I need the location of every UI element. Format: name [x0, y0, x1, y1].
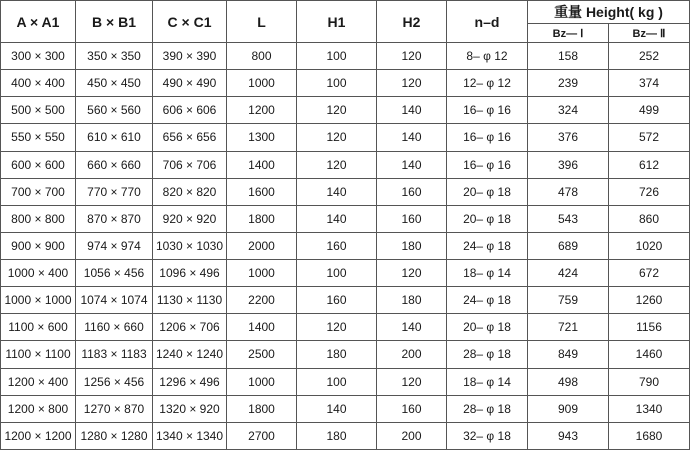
cell-l: 1300: [227, 124, 297, 151]
cell-bz-1: 478: [528, 178, 609, 205]
table-row: [1, 97, 690, 124]
table-row: [1, 70, 690, 97]
header-row: [1, 1, 690, 24]
header-weight: 重量 Height( kg ): [528, 1, 690, 24]
cell-l: 800: [227, 43, 297, 70]
cell-n-d: 24– φ 18: [447, 287, 528, 314]
cell-a-a1: 500 × 500: [1, 97, 76, 124]
cell-h1: 160: [297, 232, 377, 259]
cell-c-c1: 656 × 656: [153, 124, 227, 151]
cell-c-c1: 1340 × 1340: [153, 422, 227, 449]
cell-c-c1: 1096 × 496: [153, 260, 227, 287]
cell-bz-2: 726: [609, 178, 690, 205]
cell-h2: 140: [377, 151, 447, 178]
cell-l: 2000: [227, 232, 297, 259]
cell-l: 1800: [227, 395, 297, 422]
cell-l: 1000: [227, 368, 297, 395]
cell-bz-1: 909: [528, 395, 609, 422]
cell-h1: 180: [297, 341, 377, 368]
cell-h1: 120: [297, 124, 377, 151]
cell-h2: 200: [377, 422, 447, 449]
cell-h1: 180: [297, 422, 377, 449]
cell-b-b1: 1160 × 660: [76, 314, 153, 341]
cell-c-c1: 1240 × 1240: [153, 341, 227, 368]
cell-bz-2: 1156: [609, 314, 690, 341]
cell-h2: 200: [377, 341, 447, 368]
cell-bz-1: 543: [528, 205, 609, 232]
cell-h1: 120: [297, 314, 377, 341]
cell-h2: 140: [377, 314, 447, 341]
cell-bz-1: 396: [528, 151, 609, 178]
cell-h1: 140: [297, 178, 377, 205]
cell-b-b1: 1256 × 456: [76, 368, 153, 395]
table-row: [1, 422, 690, 449]
cell-b-b1: 770 × 770: [76, 178, 153, 205]
header-c-c1: C × C1: [153, 1, 227, 43]
cell-a-a1: 1000 × 1000: [1, 287, 76, 314]
cell-c-c1: 820 × 820: [153, 178, 227, 205]
cell-l: 1800: [227, 205, 297, 232]
header-h2: H2: [377, 1, 447, 43]
cell-a-a1: 700 × 700: [1, 178, 76, 205]
cell-n-d: 12– φ 12: [447, 70, 528, 97]
cell-l: 1600: [227, 178, 297, 205]
cell-c-c1: 1130 × 1130: [153, 287, 227, 314]
table-row: [1, 124, 690, 151]
table-row: [1, 395, 690, 422]
cell-l: 1400: [227, 314, 297, 341]
cell-c-c1: 606 × 606: [153, 97, 227, 124]
cell-bz-2: 572: [609, 124, 690, 151]
cell-c-c1: 706 × 706: [153, 151, 227, 178]
cell-a-a1: 1200 × 400: [1, 368, 76, 395]
cell-c-c1: 920 × 920: [153, 205, 227, 232]
header-h1: H1: [297, 1, 377, 43]
cell-c-c1: 1320 × 920: [153, 395, 227, 422]
cell-bz-1: 943: [528, 422, 609, 449]
cell-b-b1: 560 × 560: [76, 97, 153, 124]
cell-b-b1: 870 × 870: [76, 205, 153, 232]
cell-bz-2: 252: [609, 43, 690, 70]
cell-n-d: 20– φ 18: [447, 205, 528, 232]
cell-c-c1: 1296 × 496: [153, 368, 227, 395]
cell-bz-1: 498: [528, 368, 609, 395]
table-row: [1, 178, 690, 205]
cell-l: 1400: [227, 151, 297, 178]
cell-bz-1: 849: [528, 341, 609, 368]
cell-n-d: 20– φ 18: [447, 314, 528, 341]
cell-h2: 120: [377, 70, 447, 97]
cell-c-c1: 1030 × 1030: [153, 232, 227, 259]
cell-h1: 120: [297, 97, 377, 124]
cell-bz-2: 1460: [609, 341, 690, 368]
cell-b-b1: 1183 × 1183: [76, 341, 153, 368]
cell-h2: 120: [377, 43, 447, 70]
cell-h1: 140: [297, 205, 377, 232]
table-row: [1, 341, 690, 368]
header-n-d: n–d: [447, 1, 528, 43]
cell-a-a1: 300 × 300: [1, 43, 76, 70]
cell-n-d: 28– φ 18: [447, 395, 528, 422]
cell-h2: 160: [377, 178, 447, 205]
table-row: [1, 43, 690, 70]
cell-bz-2: 1260: [609, 287, 690, 314]
cell-h2: 160: [377, 395, 447, 422]
cell-b-b1: 1280 × 1280: [76, 422, 153, 449]
cell-h2: 180: [377, 287, 447, 314]
cell-n-d: 8– φ 12: [447, 43, 528, 70]
cell-b-b1: 1056 × 456: [76, 260, 153, 287]
cell-a-a1: 1100 × 1100: [1, 341, 76, 368]
cell-a-a1: 550 × 550: [1, 124, 76, 151]
header-bz-1: Bz— Ⅰ: [528, 24, 609, 43]
cell-bz-2: 790: [609, 368, 690, 395]
cell-c-c1: 1206 × 706: [153, 314, 227, 341]
cell-b-b1: 350 × 350: [76, 43, 153, 70]
cell-a-a1: 1100 × 600: [1, 314, 76, 341]
cell-b-b1: 610 × 610: [76, 124, 153, 151]
header-l: L: [227, 1, 297, 43]
cell-b-b1: 1270 × 870: [76, 395, 153, 422]
cell-n-d: 16– φ 16: [447, 97, 528, 124]
cell-bz-1: 721: [528, 314, 609, 341]
cell-bz-2: 1340: [609, 395, 690, 422]
cell-a-a1: 900 × 900: [1, 232, 76, 259]
cell-bz-1: 759: [528, 287, 609, 314]
cell-h2: 140: [377, 124, 447, 151]
cell-l: 1200: [227, 97, 297, 124]
cell-n-d: 16– φ 16: [447, 151, 528, 178]
cell-n-d: 16– φ 16: [447, 124, 528, 151]
cell-b-b1: 974 × 974: [76, 232, 153, 259]
cell-bz-2: 860: [609, 205, 690, 232]
cell-h2: 160: [377, 205, 447, 232]
cell-bz-1: 376: [528, 124, 609, 151]
cell-n-d: 18– φ 14: [447, 368, 528, 395]
cell-h1: 160: [297, 287, 377, 314]
cell-bz-2: 374: [609, 70, 690, 97]
cell-bz-1: 158: [528, 43, 609, 70]
cell-bz-1: 689: [528, 232, 609, 259]
cell-c-c1: 390 × 390: [153, 43, 227, 70]
cell-bz-2: 1020: [609, 232, 690, 259]
table-row: [1, 287, 690, 314]
cell-h2: 180: [377, 232, 447, 259]
cell-a-a1: 1200 × 800: [1, 395, 76, 422]
table-row: [1, 314, 690, 341]
cell-a-a1: 1200 × 1200: [1, 422, 76, 449]
table-row: [1, 232, 690, 259]
cell-n-d: 32– φ 18: [447, 422, 528, 449]
cell-h1: 120: [297, 151, 377, 178]
cell-a-a1: 400 × 400: [1, 70, 76, 97]
cell-n-d: 24– φ 18: [447, 232, 528, 259]
cell-a-a1: 1000 × 400: [1, 260, 76, 287]
cell-bz-1: 324: [528, 97, 609, 124]
cell-h2: 120: [377, 368, 447, 395]
cell-bz-1: 239: [528, 70, 609, 97]
cell-b-b1: 1074 × 1074: [76, 287, 153, 314]
cell-h1: 100: [297, 260, 377, 287]
cell-l: 1000: [227, 260, 297, 287]
cell-h2: 120: [377, 260, 447, 287]
table-row: [1, 260, 690, 287]
header-bz-2: Bz— Ⅱ: [609, 24, 690, 43]
cell-h1: 100: [297, 368, 377, 395]
cell-a-a1: 800 × 800: [1, 205, 76, 232]
cell-bz-2: 1680: [609, 422, 690, 449]
cell-l: 2500: [227, 341, 297, 368]
cell-c-c1: 490 × 490: [153, 70, 227, 97]
cell-bz-2: 499: [609, 97, 690, 124]
cell-h2: 140: [377, 97, 447, 124]
cell-l: 2700: [227, 422, 297, 449]
cell-b-b1: 450 × 450: [76, 70, 153, 97]
cell-b-b1: 660 × 660: [76, 151, 153, 178]
table-row: [1, 151, 690, 178]
cell-n-d: 28– φ 18: [447, 341, 528, 368]
table-body: [1, 43, 690, 450]
cell-h1: 140: [297, 395, 377, 422]
table-row: [1, 368, 690, 395]
cell-l: 1000: [227, 70, 297, 97]
header-b-b1: B × B1: [76, 1, 153, 43]
header-a-a1: A × A1: [1, 1, 76, 43]
cell-l: 2200: [227, 287, 297, 314]
cell-bz-1: 424: [528, 260, 609, 287]
cell-bz-2: 672: [609, 260, 690, 287]
cell-n-d: 18– φ 14: [447, 260, 528, 287]
cell-h1: 100: [297, 43, 377, 70]
table-row: [1, 205, 690, 232]
cell-a-a1: 600 × 600: [1, 151, 76, 178]
cell-h1: 100: [297, 70, 377, 97]
cell-bz-2: 612: [609, 151, 690, 178]
cell-n-d: 20– φ 18: [447, 178, 528, 205]
